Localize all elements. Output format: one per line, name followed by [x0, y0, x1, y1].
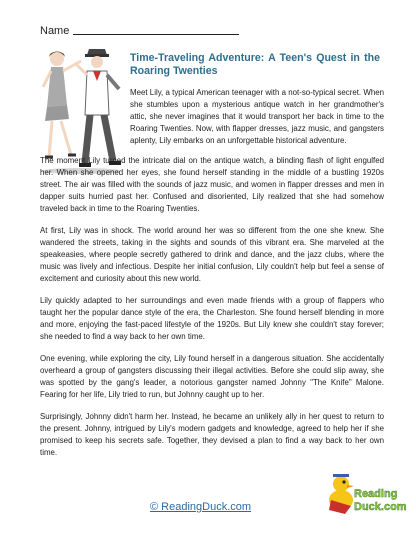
logo-text-line1: Reading	[354, 488, 398, 500]
paragraph: Lily quickly adapted to her surroundings and even made friends with a group of flappers who taught her the popular dance style of the era, the Charleston. She found herself blending in more and more, enjoying the fast-paced lifestyle of the 1920s. But Lily knew she couldn't stay forever; she needed to find a way back to her own time.	[40, 296, 384, 341]
logo-text-line2: Duck.com	[354, 501, 407, 513]
name-label: Name	[40, 25, 70, 37]
intro-paragraph: Meet Lily, a typical American teenager with a not-so-typical secret. When she stumbles upon a mysterious antique watch in her grandmother's attic, she never imagines that it would transport her back in time to the Roaring Twenties. Now, with flapper dresses, jazz music, and gangsters aplenty, Lily embarks on an unforgettable historical adventure.	[130, 88, 384, 145]
paragraph: Surprisingly, Johnny didn't harm her. Instead, he became an unlikely ally in her quest to return to the present. Johnny, intrigued by Lily's modern gadgets and knowledge, agreed to help her if she promised to keep his secrets safe. Together, they devised a plan to find a way back to her own time.	[40, 412, 384, 457]
worksheet-page	[25, 15, 407, 524]
paragraph: The moment Lily turned the intricate dial on the antique watch, a blinding flash of light engulfed her. When she opened her eyes, she found herself standing in the middle of a bustling 1920s street. The air was filled with the sounds of jazz music, and women in flapper dresses and men in dapper suits hurried past her. Confused and disoriented, Lily realized that she had somehow traveled back in time to the Roaring Twenties.	[40, 156, 384, 213]
name-line	[73, 33, 239, 35]
article-title: Time-Traveling Adventure: A Teen's Quest in the Roaring Twenties	[130, 52, 380, 77]
readingduck-logo	[323, 470, 407, 522]
readingduck-link[interactable]: © ReadingDuck.com	[150, 501, 252, 513]
article-body	[40, 155, 384, 469]
paragraph: One evening, while exploring the city, Lily found herself in a dangerous situation. She accidentally overheard a group of gangsters discussing their illegal activities. Before she could slip away, she was spotted by the gang's leader, a notorious gangster named Johnny "The Knife" Malone. Fearing for her life, Lily tried to run, but Johnny caught up to her.	[40, 354, 384, 399]
name-row	[40, 25, 239, 37]
paragraph: At first, Lily was in shock. The world around her was so different from the one she knew. She wandered the streets, taking in the sights and sounds of this vibrant era. She marveled at the speakeasies, where people secretly gathered to drink and dance, and the jazz clubs, where the music was lively and infectious. Despite her initial confusion, Lily couldn't help but feel a sense of excitement and curiosity about this new world.	[40, 226, 384, 283]
